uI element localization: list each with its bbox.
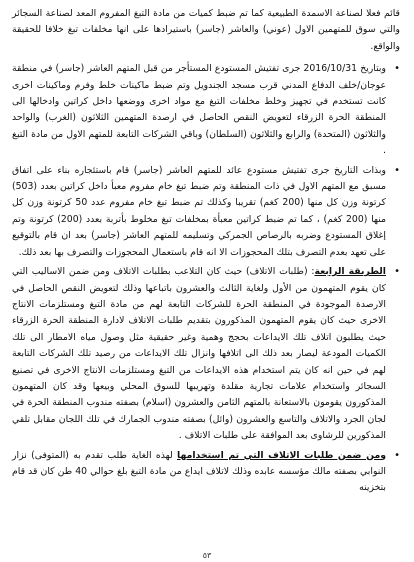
- paragraph-2-text: وبتاريخ 2016/10/31 جرى تفتيش المستودع المستأجر من قبل المتهم العاشر (جاسر) في منطقة عوجان/خلف الدفاع المدني قرب مسجد الجندويل وتم ضبط ماكينات خلط وفرم وماكينات اخرى كانت تستخدم في تجهيز وخلط مخلفات التبغ مع مواد اخرى ووضعها داخل كراتين وادخالها الى المنطقة الحرة الزرقاء لتعويض النقص الحاصل في ارصدة المتهمين الثلاثون (الغرب) والواحد والثلاثون (المتحدة) والرابع والثلاثون (السلطان) وباقي الشركات التابعة للمتهم الاول من مادة التبغ .: [12, 63, 386, 157]
- section-heading: الطريقة الرابعة: [314, 266, 386, 278]
- bullet-icon: •: [394, 164, 400, 176]
- paragraph-5-text: لهذه الغاية طلب تقدم به (المتوفى) نزار النوابي بصفته مالك مؤسسه عابده وذلك لاتلاف ايداع من مادة التبغ بلغ حوالي 40 طن كان قد قام بتخزينه: [12, 449, 386, 494]
- paragraph-1-text: قائم فعلا لصناعة الاسمدة الطبيعية كما تم ضبط كميات من مادة التبغ المفروم المعد لصناعة السجائر والتي سوق للمتهمين الاول (عوني) والعاشر (جاسر) باستيرادها على انها مخلفات تبغ خلافا للحقيقة والواقع.: [12, 8, 400, 52]
- paragraph-5: [12, 448, 400, 497]
- bullet-icon: •: [394, 266, 400, 278]
- emphasized-phrase: ومن ضمن طلبات الاتلاف التي تم استخدامها: [176, 449, 386, 461]
- paragraph-2: [12, 61, 400, 159]
- page-number: ٥٣: [202, 551, 212, 560]
- paragraph-4: [12, 264, 400, 444]
- paragraph-3: [12, 163, 400, 261]
- paragraph-4-text: : (طلبات الاتلاف) حيث كان التلاعب بطلبات الاتلاف ومن ضمن الاساليب التي كان يقوم المتهمون من الأول ولغاية الثالث والعشرون باتباعها وذلك لتعويض النقص الحاصل في الارصدة الموجودة في المنطقة الحرة للشركات التابعة لهم من مادة التبغ ومستلزمات الانتاج الاخرى حيث كان يقوم المتهمون المذكورون بتقديم طلبات الاتلاف لادارة المنطقة الحرة الزرقاء حيث يطلبون اتلاف تلك الايداعات بحجج وهمية وغير حقيقية مثل وصول مياه الامطار الى تلك الكميات المودعة ليصار بعد ذلك الى اتلافها وانزال تلك الايداعات من رصيد تلك الشركات التابعة لهم في حين انه كان يتم استخدام هذه الايداعات من التبغ ومستلزمات الانتاج الاخرى في تصنيع السجائر واستخدام علامات تجارية مقلدة وتهريبها للسوق المحلي وبيعها وقد كان المتهمون المذكورون يقومون بالاستعانة بالمتهم الثامن والعشرون (اسلام) بصفته مندوب المنطقة الحرة في لجان الجرد والاتلاف والتاسع والعشرون (وائل) بصفته مندوب الجمارك في تلك اللجان مقابل تلقي المذكورين للرشاوى بعد الموافقة على طلبات الاتلاف .: [12, 266, 386, 442]
- paragraph-1: [12, 6, 400, 55]
- bullet-icon: •: [394, 63, 400, 75]
- paragraph-3-text: وبذات التاريخ جرى تفتيش مستودع عائد للمتهم العاشر (جاسر) قام باستئجاره بناء على اتفاق مسبق مع المتهم الاول في ذات المنطقة وتم ضبط تبغ خام مفروم معبأ داخل كراتين بعدد (503) كرتونة وزن كل منها (200 كغم) تقريبا وكذلك تم ضبط تبغ خام مفروم عدد 50 كرتونة وزن كل منها (200 كغم) ، كما تم ضبط كراتين معبأة بمخلفات تبغ مخلوط بأتربة بعدد (200) كرتونة وتم إغلاق المستودع وضربه بالرصاص الجمركي وتسليمه للمتهم العاشر (جاسر) بعد ان قام بالتوقيع على تعهد بعدم التصرف بتلك المحجوزات الا انه قام باستعمال المحجوزات والتصرف بها بعد ذلك.: [12, 164, 386, 258]
- bullet-icon: •: [394, 449, 400, 461]
